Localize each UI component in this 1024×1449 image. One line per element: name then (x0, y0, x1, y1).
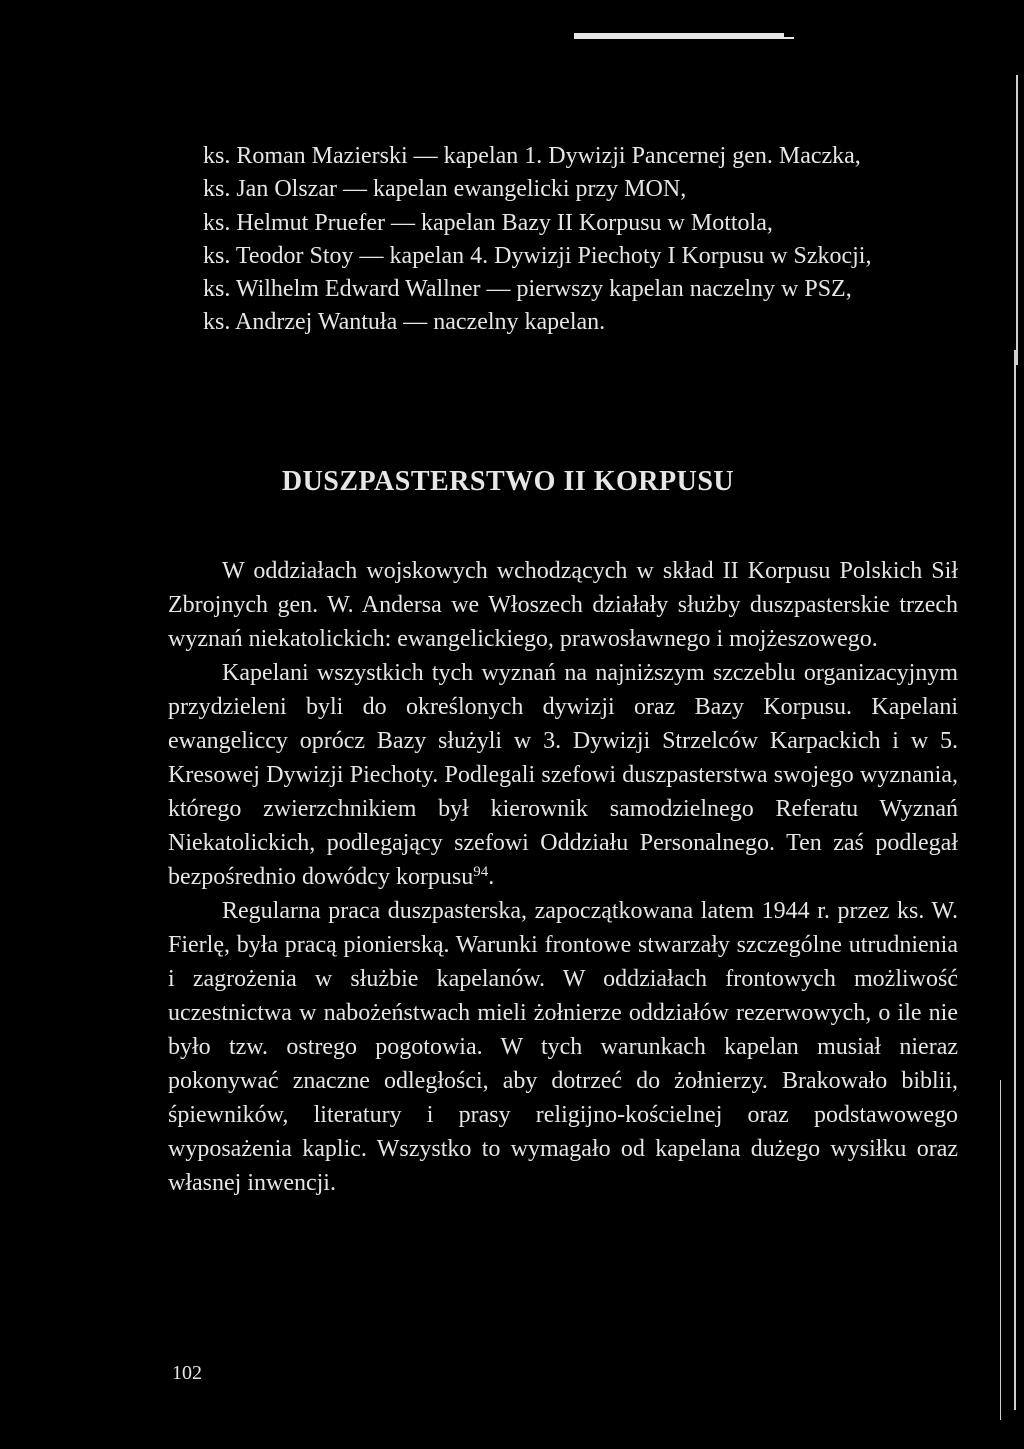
scan-edge-line-side (1000, 1080, 1001, 1420)
body-text (168, 554, 958, 1200)
scan-edge-line-lower (1014, 350, 1016, 1410)
paragraph-text: Kapelani wszystkich tych wyznań na najniższym szczeblu organizacyjnym przydzieleni byli do określonych dywizji oraz Bazy Korpusu. Kapelani ewangeliccy oprócz Bazy służyli w 3. Dywizji Strzelców Karpackich i w 5. Kresowej Dywizji Piechoty. Podlegali szefowi duszpasterstwa swojego wyznania, którego zwierzchnikiem był kierownik samodzielnego Referatu Wyznań Niekatolickich, podlegający szefowi Oddziału Personalnego. Ten zaś podlegał bezpośrednio dowódcy korpusu (168, 660, 958, 890)
footnote-marker: 94 (473, 864, 489, 880)
paragraph: Regularna praca duszpasterska, zapoczątkowana latem 1944 r. przez ks. W. Fierlę, była pracą pionierską. Warunki frontowe stwarzały szczególne utrudnienia i zagrożenia w służbie kapelanów. W oddziałach frontowych możliwość uczestnictwa w nabożeństwach mieli żołnierze oddziałów rezerwowych, o ile nie było tzw. ostrego pogotowia. W tych warunkach kapelan musiał nieraz pokonywać znaczne odległości, aby dotrzeć do żołnierzy. Brakowało biblii, śpiewników, literatury i prasy religijno-kościelnej oraz podstawowego wyposażenia kaplic. Wszystko to wymagało od kapelana dużego wysiłku oraz własnej inwencji. (168, 898, 958, 1196)
list-item: ks. Helmut Pruefer — kapelan Bazy II Korpusu w Mottola, (203, 209, 773, 236)
page-number: 102 (172, 1362, 202, 1384)
scan-edge-line-upper (1016, 75, 1018, 365)
top-decoration-bar-thin (784, 37, 794, 39)
top-decoration-bar (574, 33, 784, 39)
list-item: ks. Andrzej Wantuła — naczelny kapelan. (203, 309, 606, 336)
paragraph: W oddziałach wojskowych wchodzących w skład II Korpusu Polskich Sił Zbrojnych gen. W. Andersa we Włoszech działały służby duszpasterskie trzech wyznań niekatolickich: ewangelickiego, prawosławnego i mojżeszowego. (168, 558, 958, 652)
list-item: ks. Teodor Stoy — kapelan 4. Dywizji Piechoty I Korpusu w Szkocji, (203, 242, 872, 269)
list-item: ks. Jan Olszar — kapelan ewangelicki przy MON, (203, 176, 687, 203)
chaplain-list (203, 140, 963, 340)
paragraph-end: . (488, 864, 495, 890)
section-heading: DUSZPASTERSTWO II KORPUSU (281, 466, 735, 497)
list-item: ks. Roman Mazierski — kapelan 1. Dywizji Pancernej gen. Maczka, (203, 143, 861, 169)
list-item: ks. Wilhelm Edward Wallner — pierwszy kapelan naczelny w PSZ, (203, 276, 852, 303)
paragraph (168, 656, 958, 894)
